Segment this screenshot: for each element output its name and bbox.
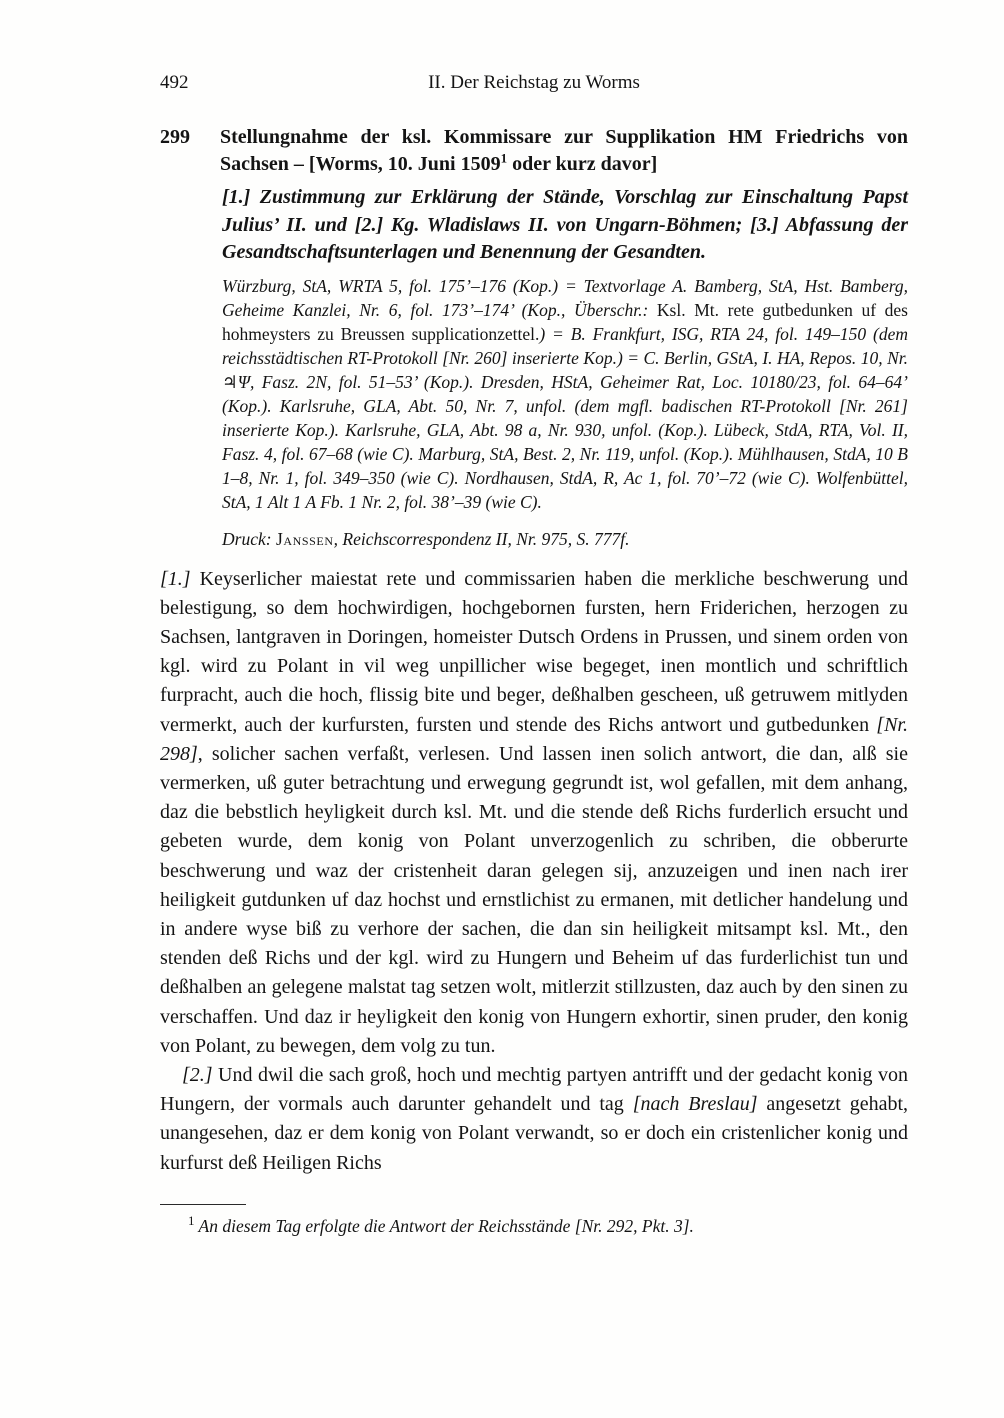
footnote-text: An diesem Tag erfolgte die Antwort der Reichsstände [Nr. 292, Pkt. 3].: [194, 1215, 694, 1236]
main-text: [160, 565, 908, 1178]
entry-title: [220, 124, 908, 178]
running-head: II. Der Reichstag zu Worms: [428, 72, 640, 93]
paragraph-1-text: Keyserlicher maiestat rete und commissarien haben die merkliche beschwerung und belestigung, so dem hochwirdigen, hochgebornen fursten, hern Friderichen, herzogen zu Sachsen, lantgraven in Doringen, homeister Dutsch Ordens in Prussen, und sinem orden von kgl. wird zu Polant in vil weg unpillicher wise begeget, inen montlich und schriftlich furpracht, auch die hoch, flissig bite und beger, deßhalben gescheen, uß getruwem mitlyden vermerkt, auch der kurfursten, fursten und stende des Richs antwort und gutbedunken: [160, 567, 908, 736]
print-ref-citation: , Reichscorrespondenz II, Nr. 975, S. 777f.: [333, 528, 630, 549]
entry-299: [160, 124, 908, 551]
paragraph-2-marker: [2.]: [182, 1063, 213, 1086]
footnote-area: [160, 1204, 908, 1238]
print-ref-label: Druck:: [222, 528, 276, 549]
footnote-rule: [160, 1204, 246, 1205]
footnote-1: [160, 1214, 908, 1238]
paragraph-1: [160, 565, 908, 1061]
entry-heading-row: [160, 124, 908, 178]
apparatus-segment-italic: Würzburg, StA, WRTA 5, fol. 175’–176 (Kop.) = Textvorlage A. Bamberg, StA, Hst. Bamberg, Geheime Kanzlei, Nr. 6, fol. 173’–174’ (Kop., Überschr.:: [222, 275, 908, 320]
print-ref-author: Janssen: [275, 528, 334, 549]
footnote-ref-marker: 1: [500, 150, 508, 166]
entry-number: 299: [160, 126, 190, 148]
entry-title-text-2: oder kurz davor]: [507, 153, 658, 175]
paragraph-1-text-2: , solicher sachen verfaßt, verlesen. Und lassen inen solich antwort, die dan, alß sie vermerken, uß guter betrachtung und erwegung gegrundt ist, wol gefallen, mit dem anhang, daz die bebstlich heyligkeit durch ksl. Mt. und die stende deß Richs furderlich ersucht und gebeten wurde, dem konig von Polant unverzogenlich zu schriben, die obberurte beschwerung und waz der cristenheit daran gelegen sij, anzuzeigen und inen nach irer heiligkeit gutdunken uf daz hochst und ernstlichist zu ermanen, mit detlicher handelung und in andere wyse biß zu verhore der sachen, die dan sin heiligkeit mitsampt ksl. Mt., den stenden deß Richs und der kgl. wird zu Hungern und Beheim uf das furderlichist tun und deßhalben an gelegene malstat tag setzen wolt, mitlerzit stillzusten, daz auch by den sinen zu verschaffen. Und daz ir heyligkeit den konig von Hungern exhortir, sinen pruder, den konig von Polant, zu bewegen, dem volg zu tun.: [160, 742, 908, 1057]
page-header: [160, 72, 908, 98]
paragraph-2-text-2: angesetzt gehabt, unangesehen, daz er dem konig von Polant verwandt, so er doch ein cristenlicher konig und kurfurst deß Heiligen Richs: [160, 1093, 909, 1174]
footnote-number: 1: [188, 1212, 195, 1228]
page-number: 492: [160, 72, 189, 93]
paragraph-1-cross-reference: [Nr. 298]: [160, 713, 908, 765]
paragraph-2: [160, 1061, 908, 1178]
paragraph-2-text: Und dwil die sach groß, hoch und mechtig partyen antrifft und der gedacht konig von Hungern, der vormals auch darunter gehandelt und tag: [160, 1063, 908, 1116]
paragraph-1-marker: [1.]: [160, 567, 191, 590]
apparatus-segment-italic-2: ) = B. Frankfurt, ISG, RTA 24, fol. 149–150 (dem reichsstädtischen RT-Protokoll [Nr. 260] inserierte Kop.) = C. Berlin, GStA, I. HA, Repos. 10, Nr. ♃Ψ, Fasz. 2N, fol. 51–53’ (Kop.). Dresden, HStA, Geheimer Rat, Loc. 10180/23, fol. 64–64’ (Kop.). Karlsruhe, GLA, Abt. 50, Nr. 7, unfol. (dem mgfl. badischen RT-Protokoll [Nr. 261] inserierte Kop.). Karlsruhe, GLA, Abt. 98 a, Nr. 930, unfol. (Kop.). Lübeck, StdA, RTA, Vol. II, Fasz. 4, fol. 67–68 (wie C). Marburg, StA, Best. 2, Nr. 119, unfol. (Kop.). Mühlhausen, StdA, 10 B 1–8, Nr. 1, fol. 349–350 (wie C). Nordhausen, StdA, R, Ac 1, fol. 70’–72 (wie C). Wolfenbüttel, StA, 1 Alt 1 A Fb. 1 Nr. 2, fol. 38’–39 (wie C).: [222, 323, 908, 512]
entry-title-text: Stellungnahme der ksl. Kommissare zur Supplikation HM Friedrichs von Sachsen – [Worms, 10. Juni 1509: [220, 126, 908, 175]
apparatus-quoted-heading: Ksl. Mt. rete gutbedunken uf des hohmeysters zu Breussen supplicationzettel.: [222, 299, 908, 344]
paragraph-2-insertion: [nach Breslau]: [632, 1093, 758, 1116]
entry-summary: [1.] Zustimmung zur Erklärung der Stände, Vorschlag zur Einschaltung Papst Julius’ II. und [2.] Kg. Wladislaws II. von Ungarn-Böhmen; [3.] Abfassung der Gesandtschaftsunterlagen und Benennung der Gesandten.: [222, 186, 908, 263]
print-reference: [222, 527, 908, 551]
source-apparatus: [222, 274, 908, 514]
